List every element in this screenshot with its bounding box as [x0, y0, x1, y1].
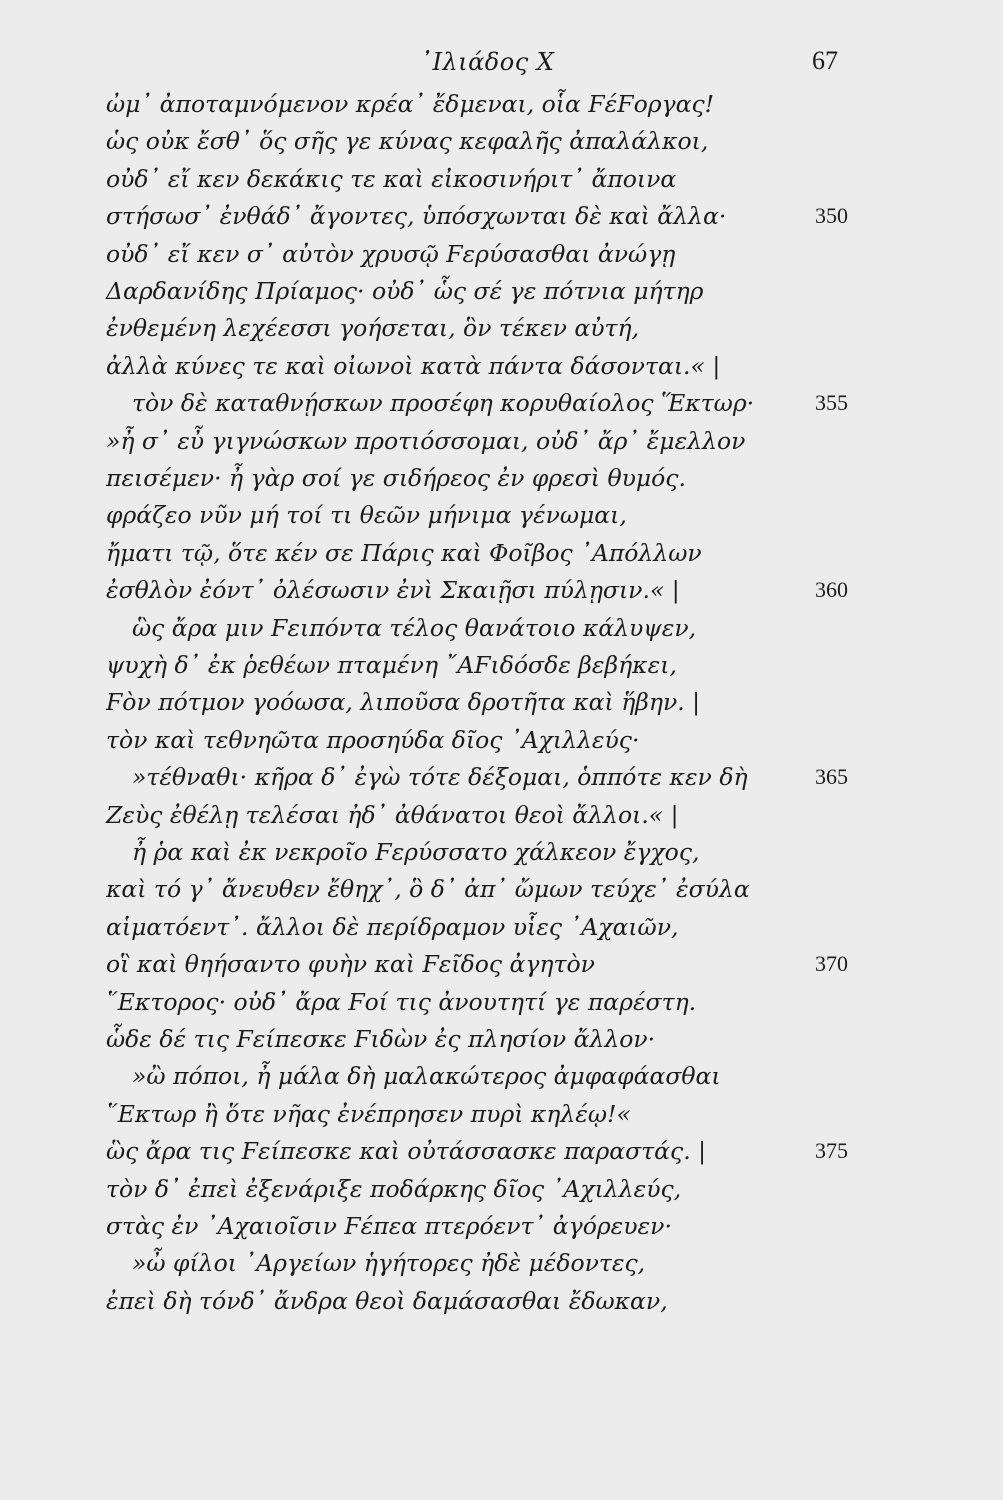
verse-line [0, 348, 1003, 384]
verse-line [0, 273, 1003, 309]
verse-line [0, 759, 1003, 795]
verse-text: ὧδε δέ τις Ϝείπεσκε Ϝιδὼν ἐς πλησίον ἄλλον· [106, 1025, 656, 1053]
verse-text: Ϝὸν πότμον γοόωσα, λιποῦσα δροτῆτα καὶ ἥβην. | [106, 688, 701, 717]
line-number: 370 [815, 951, 848, 977]
verse-text: Ζεὺς ἐθέλῃ τελέσαι ἠδ᾽ ἀθάνατοι θεοὶ ἄλλοι.« | [106, 800, 679, 829]
verse-line [0, 1096, 1003, 1132]
verse-line [0, 1058, 1003, 1094]
verse-line [0, 460, 1003, 496]
verse-text: καὶ τό γ᾽ ἄνευθεν ἔθηχ᾽, ὃ δ᾽ ἀπ᾽ ὤμων τεύχε᾽ ἐσύλα [106, 875, 750, 904]
verse-text: ἐνθεμένη λεχέεσσι γοήσεται, ὃν τέκεν αὐτή, [106, 314, 640, 343]
line-number: 365 [815, 764, 848, 790]
verse-line [0, 385, 1003, 421]
line-number: 375 [815, 1138, 848, 1164]
verse-text: ὠμ᾽ ἀποταμνόμενον κρέα᾽ ἔδμεναι, οἷα ϜέϜοργας! [106, 90, 715, 118]
verse-line [0, 198, 1003, 234]
verse-line [0, 1133, 1003, 1169]
verse-line [0, 86, 1003, 122]
verse-line [0, 236, 1003, 272]
verse-line [0, 497, 1003, 533]
verse-text: οὐδ᾽ εἴ κεν σ᾽ αὐτὸν χρυσῷ Ϝερύσασθαι ἀνώγῃ [106, 239, 676, 268]
verse-line [0, 1245, 1003, 1281]
verse-text: πεισέμεν· ἦ γὰρ σοί γε σιδήρεος ἐν φρεσὶ θυμός. [106, 464, 686, 492]
verse-text: στὰς ἐν ᾿Αχαιοῖσιν Ϝέπεα πτερόεντ᾽ ἀγόρευεν· [106, 1212, 672, 1240]
verse-text: τὸν δ᾽ ἐπεὶ ἐξενάριξε ποδάρκης δῖος ᾿Αχιλλεύς, [106, 1174, 682, 1203]
verse-text: ἤματι τῷ, ὅτε κέν σε Πάρις καὶ Φοῖβος ᾿Απόλλων [106, 538, 702, 567]
verse-text: ὣς ἄρα μιν Ϝειπόντα τέλος θανάτοιο κάλυψεν, [132, 613, 697, 642]
verse-line [0, 572, 1003, 608]
verse-line [0, 722, 1003, 758]
verse-text: ὡς οὐκ ἔσθ᾽ ὅς σῆς γε κύνας κεφαλῆς ἀπαλάλκοι, [106, 127, 709, 156]
verse-text: ἀλλὰ κύνες τε καὶ οἰωνοὶ κατὰ πάντα δάσονται.« | [106, 351, 721, 380]
verse-text: Δαρδανίδης Πρίαμος· οὐδ᾽ ὧς σέ γε πότνια μήτηρ [106, 277, 704, 305]
verse-text: ῞Εκτορος· οὐδ᾽ ἄρα Ϝοί τις ἀνουτητί γε παρέστη. [106, 987, 697, 1016]
verse-text: ὣς ἄρα τις Ϝείπεσκε καὶ οὐτάσσασκε παραστάς. | [106, 1137, 707, 1166]
running-head [0, 44, 1003, 84]
verse-line [0, 1208, 1003, 1244]
verse-line [0, 647, 1003, 683]
verse-line [0, 535, 1003, 571]
verse-line [0, 909, 1003, 945]
verse-line [0, 1171, 1003, 1207]
page-number: 67 [812, 46, 838, 75]
verse-line [0, 610, 1003, 646]
verse-text: »ὦ φίλοι ᾿Αργείων ἡγήτορες ἠδὲ μέδοντες, [132, 1249, 646, 1278]
verse-line [0, 984, 1003, 1020]
verse-text: αἱματόεντ᾽. ἄλλοι δὲ περίδραμον υἷες ᾿Αχαιῶν, [106, 912, 679, 941]
verse-text: τὸν καὶ τεθνηῶτα προσηύδα δῖος ᾿Αχιλλεύς· [106, 725, 640, 754]
verse-text: ἦ ῥα καὶ ἐκ νεκροῖο Ϝερύσσατο χάλκεον ἔγχος, [132, 838, 700, 866]
verse-line [0, 946, 1003, 982]
verse-line [0, 797, 1003, 833]
verse-text: ψυχὴ δ᾽ ἐκ ῥεθέων πταμένη ῎ΑϜιδόσδε βεβήκει, [106, 651, 677, 679]
verse-text: »ἦ σ᾽ εὖ γιγνώσκων προτιόσσομαι, οὐδ᾽ ἄρ᾽ ἔμελλον [106, 426, 746, 455]
line-number: 355 [815, 390, 848, 416]
verse-text: φράζεο νῦν μή τοί τι θεῶν μήνιμα γένωμαι, [106, 501, 627, 530]
verse-text: στήσωσ᾽ ἐνθάδ᾽ ἄγοντες, ὑπόσχωνται δὲ καὶ ἄλλα· [106, 202, 727, 231]
verse-text: »ὢ πόποι, ἦ μάλα δὴ μαλακώτερος ἀμφαφάασθαι [132, 1062, 721, 1091]
verse-line [0, 834, 1003, 870]
running-title: ᾿Ιλιάδος Χ [420, 48, 555, 76]
verse-text: ἐσθλὸν ἐόντ᾽ ὀλέσωσιν ἐνὶ Σκαιῇσι πύλῃσιν.« | [106, 576, 680, 605]
verse-line [0, 123, 1003, 159]
verse-line [0, 310, 1003, 346]
verse-line [0, 871, 1003, 907]
verse-line [0, 1021, 1003, 1057]
verse-line [0, 161, 1003, 197]
verse-text: ἐπεὶ δὴ τόνδ᾽ ἄνδρα θεοὶ δαμάσασθαι ἔδωκαν, [106, 1286, 668, 1315]
verse-text: »τέθναθι· κῆρα δ᾽ ἐγὼ τότε δέξομαι, ὁππότε κεν δὴ [132, 763, 748, 792]
verse-text: τὸν δὲ καταθνῄσκων προσέφη κορυθαίολος Ἕκτωρ· [132, 389, 755, 418]
verse-text: οἳ καὶ θηήσαντο φυὴν καὶ Ϝεῖδος ἀγητὸν [106, 950, 595, 979]
line-number: 350 [815, 203, 848, 229]
verse-line [0, 423, 1003, 459]
verse-text: οὐδ᾽ εἴ κεν δεκάκις τε καὶ εἰκοσινήριτ᾽ ἄποινα [106, 164, 677, 193]
line-number: 360 [815, 577, 848, 603]
verse-line [0, 684, 1003, 720]
verse-line [0, 1283, 1003, 1319]
verse-text: ῞Εκτωρ ἢ ὅτε νῆας ἐνέπρησεν πυρὶ κηλέῳ!« [106, 1099, 631, 1128]
